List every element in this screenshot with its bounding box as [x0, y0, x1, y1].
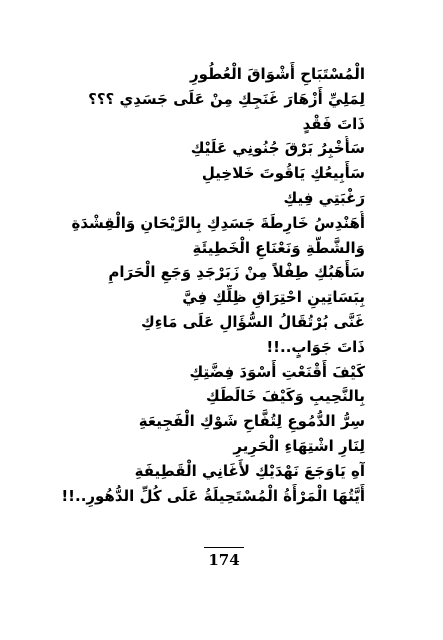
poem-line: بِالنَّحِيبِ وَكَيْفَ خَالَطَكِ	[206, 387, 365, 406]
poem-line: بِبَسَاتِينِ احْتِرَاقِ ظِلِّكِ فِيَّ	[182, 288, 365, 307]
poem-line: لِنَارِ اشْتِهَاءِ الْحَرِيرِ	[233, 436, 365, 455]
poem-line: الْمُسْتَبَاحِ أَشْوَاقَ الْعُطُورِ	[190, 65, 365, 83]
page-number-rule	[204, 547, 244, 548]
poem-line: رَغْبَتِي فِيكِ	[283, 188, 365, 207]
poem-line: أُهَنْدِسُ خَارِطَةَ جَسَدِكِ بِالرَّيْحَانِ وَالْقِشْدَةِ	[71, 213, 365, 232]
poem-line: ذَاتَ فَقْدٍ	[302, 114, 365, 133]
poem-line: سِرُّ الدُّمُوعِ لِتُفَّاحِ شَوْكِ الْفَجِيعَةِ	[138, 412, 365, 431]
poem-line: سَأَبِيعُكِ يَاقُوتَ خَلاخِيلِ	[201, 164, 365, 183]
page-number: 174	[208, 551, 240, 569]
poem-line: لِمَلِيِّ أَزْهَارَ غَنَجِكِ مِنْ عَلَى جَسَدِي ؟؟؟	[88, 89, 365, 108]
poem-line: آهِ يَاوَجَعَ نَهْدَيْكِ لأَغَانِي الْقَطِيفَةِ	[134, 461, 365, 480]
poem-line: ذَاتَ جَوَابٍ..!!	[266, 337, 365, 356]
poem-line: وَالشَّطَّةِ وَنَعْنَاعِ الْخَطِيئَةِ	[192, 238, 365, 257]
poem-line: أَيَّتُهَا الْمَرْأَةُ الْمُسْتَحِيلَةُ عَلَى كُلِّ الدُّهُورِ..!!	[61, 486, 365, 505]
poem-line: كَيْفَ أَقْنَعْتِ أَسْوَدَ فِضَّتِكِ	[189, 362, 365, 381]
poem-line: سَأُخْبِرُ بَرْقَ جُنُونِي عَلَيْكِ	[190, 139, 365, 158]
poem-line: غَنَّى بُرْتُقَالُ السُّؤَالِ عَلَى مَاءِكِ	[141, 312, 365, 331]
poem-line: سَأَهَبُكِ طِفْلاً مِنْ زَبَرْجَدِ وَجَعِ الْحَرَامِ	[108, 263, 365, 282]
poem-text	[45, 62, 365, 508]
